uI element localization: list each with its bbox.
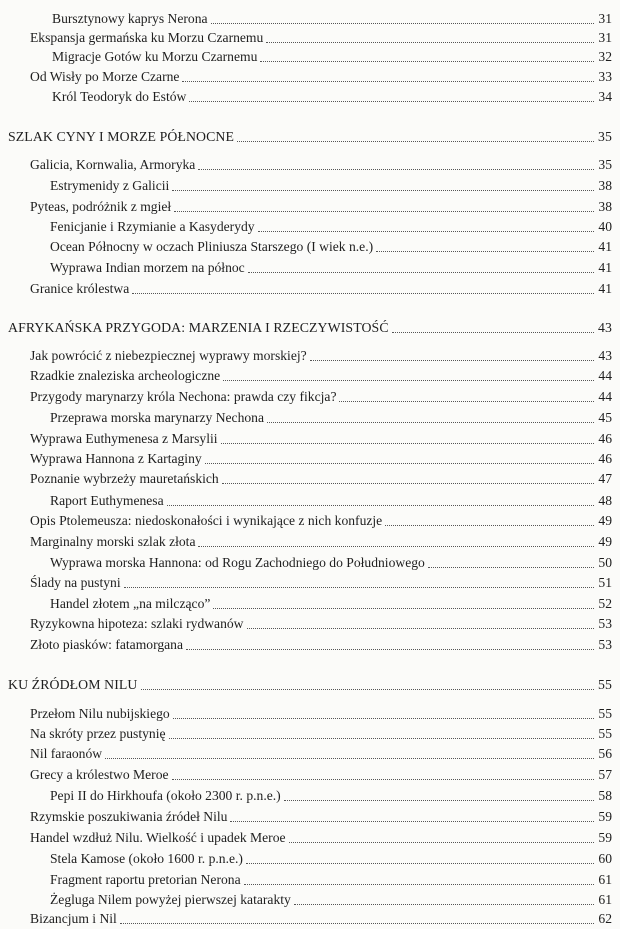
toc-entry-title: Handel złotem „na milcząco”: [50, 596, 211, 611]
toc-entry-title: SZLAK CYNY I MORZE PÓŁNOCNE: [8, 129, 235, 144]
toc-entry: [30, 193, 612, 215]
toc-page-number: 44: [598, 368, 612, 383]
toc-page-number: 61: [598, 892, 612, 907]
toc-chapter: [8, 314, 612, 336]
toc-page-number: 41: [598, 281, 612, 296]
toc-entry-title: Bizancjum i Nil: [30, 911, 117, 926]
dot-leader: [182, 80, 594, 82]
toc-page-number: 33: [598, 69, 612, 84]
toc-page-number: 46: [598, 431, 612, 446]
toc-entry-title: Wyprawa morska Hannona: od Rogu Zachodniego do Południowego: [50, 555, 425, 570]
toc-page-number: 45: [598, 410, 612, 425]
toc-entry-title: Pepi II do Hirkhoufa (około 2300 r. p.n.e.): [50, 788, 281, 803]
dot-leader: [198, 168, 594, 170]
toc-entry: [50, 487, 612, 509]
toc-page-number: 43: [598, 320, 612, 335]
toc-entry-title: Przełom Nilu nubijskiego: [30, 706, 170, 721]
dot-leader: [174, 210, 594, 212]
toc-page-number: 34: [598, 89, 612, 104]
toc-entry-title: Poznanie wybrzeży mauretańskich: [30, 471, 219, 486]
toc-entry-title: Jak powrócić z niebezpiecznej wyprawy morskiej?: [30, 348, 307, 363]
toc-page-number: 49: [598, 513, 612, 528]
toc-entry: [30, 631, 612, 653]
toc-page-number: 49: [598, 534, 612, 549]
dot-leader: [258, 230, 594, 232]
toc-entry: [30, 528, 612, 550]
toc-entry: [50, 549, 612, 571]
dot-leader: [246, 862, 594, 864]
toc-entry: [50, 845, 612, 867]
dot-leader: [198, 545, 594, 547]
toc-entry-title: Ekspansja germańska ku Morzu Czarnemu: [30, 30, 264, 45]
dot-leader: [392, 331, 594, 333]
toc-entry: [30, 803, 612, 825]
toc-entry-title: Opis Ptolemeusza: niedoskonałości i wynikające z nich konfuzje: [30, 513, 383, 528]
toc-entry-title: Pyteas, podróżnik z mgieł: [30, 199, 172, 214]
dot-leader: [284, 799, 594, 801]
dot-leader: [132, 292, 594, 294]
toc-entry: [30, 720, 612, 742]
toc-entry: [30, 445, 612, 467]
toc-entry: [30, 151, 612, 173]
dot-leader: [289, 841, 594, 843]
toc-entry: [30, 569, 612, 591]
dot-leader: [223, 379, 594, 381]
dot-leader: [237, 140, 594, 142]
dot-leader: [230, 820, 594, 822]
dot-leader: [267, 421, 594, 423]
toc-page-number: 31: [598, 30, 612, 45]
toc-page-number: 38: [598, 178, 612, 193]
toc-page-number: 51: [598, 575, 612, 590]
dot-leader: [339, 400, 594, 402]
dot-leader: [172, 189, 594, 191]
toc-page-number: 62: [598, 911, 612, 926]
dot-leader: [376, 250, 594, 252]
dot-leader: [310, 359, 594, 361]
toc-entry: [50, 866, 612, 888]
toc-entry-title: Przeprawa morska marynarzy Nechona: [50, 410, 265, 425]
toc-page-number: 47: [598, 471, 612, 486]
toc-page-number: 52: [598, 596, 612, 611]
toc-entry-title: Król Teodoryk do Estów: [52, 89, 187, 104]
toc-entry: [50, 213, 612, 235]
toc-entry-title: Handel wzdłuż Nilu. Wielkość i upadek Meroe: [30, 830, 286, 845]
toc-entry-title: KU ŹRÓDŁOM NILU: [8, 677, 138, 692]
toc-entry-title: Fenicjanie i Rzymianie a Kasyderydy: [50, 219, 255, 234]
toc-page-number: 61: [598, 872, 612, 887]
toc-page-number: 55: [598, 726, 612, 741]
dot-leader: [213, 607, 594, 609]
toc-entry: [30, 740, 612, 762]
dot-leader: [172, 778, 594, 780]
toc-entry-title: Wyprawa Euthymenesa z Marsylii: [30, 431, 218, 446]
toc-entry-title: Bursztynowy kaprys Nerona: [52, 11, 208, 26]
toc-entry: [52, 83, 612, 105]
dot-leader: [205, 462, 594, 464]
dot-leader: [173, 717, 594, 719]
dot-leader: [244, 883, 594, 885]
toc-entry-title: Ryzykowna hipoteza: szlaki rydwanów: [30, 616, 244, 631]
toc-entry: [30, 342, 612, 364]
toc-entry-title: Marginalny morski szlak złota: [30, 534, 196, 549]
toc-page-number: 41: [598, 239, 612, 254]
toc-entry-title: Rzymskie poszukiwania źródeł Nilu: [30, 809, 228, 824]
dot-leader: [189, 100, 594, 102]
toc-page-number: 35: [598, 157, 612, 172]
toc-page-number: 44: [598, 389, 612, 404]
toc-entry: [30, 905, 612, 927]
toc-entry: [30, 362, 612, 384]
toc-chapter: [8, 671, 612, 693]
toc-page-number: 59: [598, 830, 612, 845]
toc-entry-title: Żegluga Nilem powyżej pierwszej katarakty: [50, 892, 291, 907]
dot-leader: [428, 566, 594, 568]
toc-entry: [50, 782, 612, 804]
toc-entry-title: Ocean Północny w oczach Pliniusza Starszego (I wiek n.e.): [50, 239, 374, 254]
toc-page-number: 32: [598, 49, 612, 64]
toc-page-number: 55: [598, 706, 612, 721]
toc-entry-title: Grecy a królestwo Meroe: [30, 767, 169, 782]
toc-page-number: 58: [598, 788, 612, 803]
toc-entry: [30, 610, 612, 632]
toc-entry: [50, 172, 612, 194]
toc-entry: [30, 824, 612, 846]
dot-leader: [260, 60, 594, 62]
toc-entry-title: Rzadkie znaleziska archeologiczne: [30, 368, 221, 383]
toc-entry: [50, 590, 612, 612]
toc-entry: [30, 465, 612, 487]
dot-leader: [124, 586, 594, 588]
toc-entry-title: Wyprawa Hannona z Kartaginy: [30, 451, 202, 466]
toc-entry: [30, 507, 612, 529]
toc-entry: [50, 404, 612, 426]
toc-entry-title: Fragment raportu pretorian Nerona: [50, 872, 241, 887]
toc-entry-title: Złoto piasków: fatamorgana: [30, 637, 184, 652]
dot-leader: [221, 442, 594, 444]
toc-page-number: 53: [598, 637, 612, 652]
toc-entry: [30, 383, 612, 405]
dot-leader: [120, 922, 594, 924]
toc-page-number: 38: [598, 199, 612, 214]
toc-entry-title: Estrymenidy z Galicii: [50, 178, 170, 193]
toc-entry-title: Granice królestwa: [30, 281, 130, 296]
toc-chapter: [8, 123, 612, 145]
toc-entry-title: Stela Kamose (około 1600 r. p.n.e.): [50, 851, 243, 866]
toc-entry: [30, 275, 612, 297]
toc-page-number: 41: [598, 260, 612, 275]
dot-leader: [141, 688, 595, 690]
toc-entry: [30, 761, 612, 783]
toc-entry-title: Wyprawa Indian morzem na północ: [50, 260, 245, 275]
toc-page-number: 56: [598, 746, 612, 761]
toc-entry: [30, 700, 612, 722]
toc-page-number: 53: [598, 616, 612, 631]
dot-leader: [105, 757, 594, 759]
toc-page-number: 59: [598, 809, 612, 824]
dot-leader: [247, 627, 595, 629]
toc-page-number: 50: [598, 555, 612, 570]
toc-page-number: 40: [598, 219, 612, 234]
toc-page-number: 31: [598, 11, 612, 26]
toc-page-number: 46: [598, 451, 612, 466]
toc-entry: [30, 425, 612, 447]
toc-entry: [50, 233, 612, 255]
dot-leader: [169, 737, 594, 739]
toc-entry-title: Na skróty przez pustynię: [30, 726, 166, 741]
toc-entry-title: Od Wisły po Morze Czarne: [30, 69, 180, 84]
toc-entry: [50, 254, 612, 276]
toc-entry: [30, 63, 612, 85]
toc-entry-title: Nil faraonów: [30, 746, 103, 761]
toc-entry-title: Migracje Gotów ku Morzu Czarnemu: [52, 49, 258, 64]
toc-page-number: 48: [598, 493, 612, 508]
dot-leader: [186, 648, 594, 650]
dot-leader: [222, 482, 594, 484]
toc-page-number: 57: [598, 767, 612, 782]
dot-leader: [167, 504, 594, 506]
dot-leader: [385, 524, 594, 526]
toc-page-number: 60: [598, 851, 612, 866]
toc-entry: [52, 43, 612, 65]
toc-page-number: 55: [598, 677, 612, 692]
toc-page-number: 35: [598, 129, 612, 144]
toc-entry-title: Galicia, Kornwalia, Armoryka: [30, 157, 196, 172]
dot-leader: [248, 271, 594, 273]
toc-page-number: 43: [598, 348, 612, 363]
toc-entry-title: Ślady na pustyni: [30, 575, 121, 590]
toc-entry-title: Raport Euthymenesa: [50, 493, 164, 508]
toc-entry-title: Przygody marynarzy króla Nechona: prawda czy fikcja?: [30, 389, 337, 404]
toc-entry-title: AFRYKAŃSKA PRZYGODA: MARZENIA I RZECZYWISTOŚĆ: [8, 320, 389, 335]
